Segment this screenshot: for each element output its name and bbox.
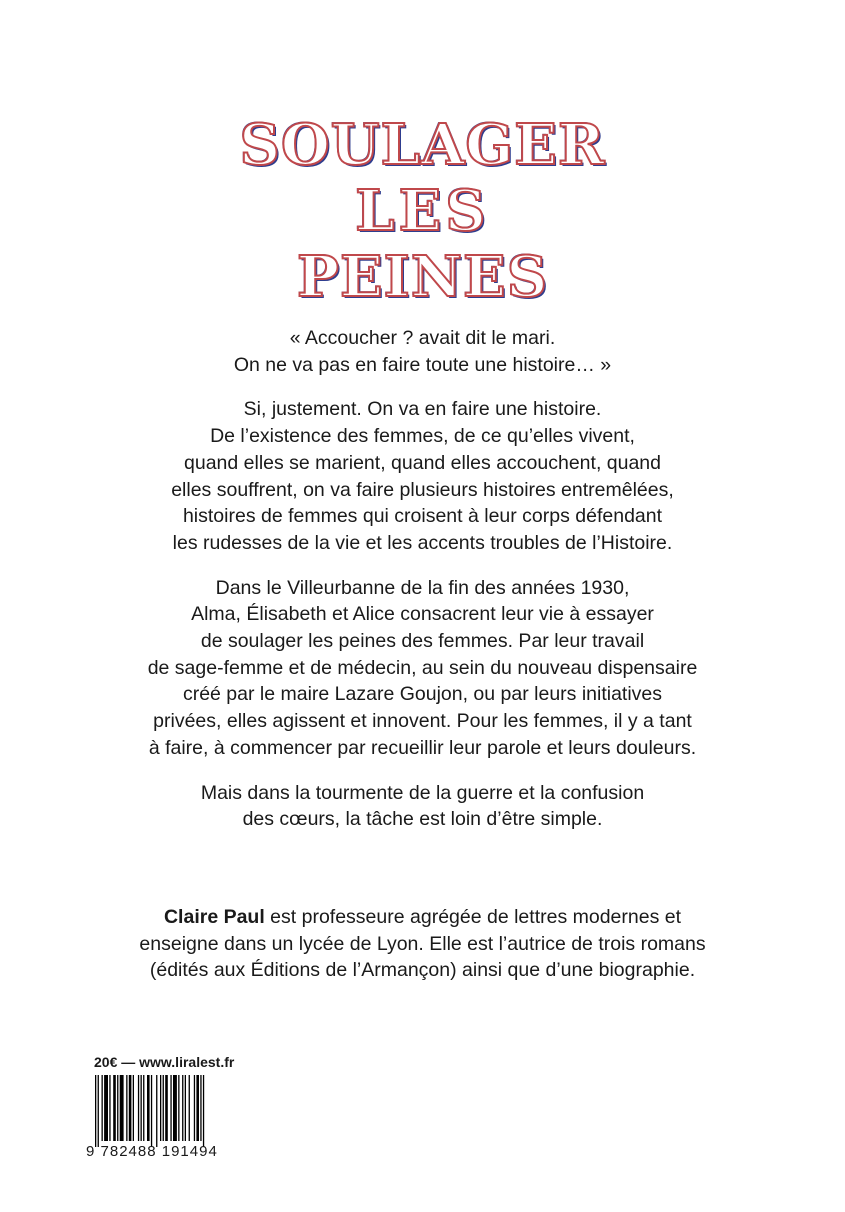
barcode-bar (133, 1075, 134, 1141)
barcode-bar (178, 1075, 179, 1141)
barcode-bar (113, 1075, 116, 1141)
text-line: Mais dans la tourmente de la guerre et la confusion (200, 781, 645, 804)
barcode-bar (182, 1075, 183, 1141)
text-line: « Accoucher ? avait dit le mari. (289, 327, 556, 349)
barcode-bar (117, 1075, 118, 1141)
barcode-bar (160, 1075, 161, 1141)
barcode-bar (173, 1075, 177, 1141)
author-bio-text: est professeure agrégée de lettres modernes et (264, 906, 682, 928)
barcode-bar (203, 1075, 204, 1147)
barcode-bar (104, 1075, 108, 1141)
barcode-bar (98, 1075, 99, 1147)
text-line: les rudesses de la vie et les accents troubles de l’Histoire. (172, 531, 673, 554)
text-line: de sage-femme et de médecin, au sein du nouveau dispensaire (147, 656, 698, 679)
barcode-bar (126, 1075, 127, 1141)
text-line: créé par le maire Lazare Goujon, ou par leurs initiatives (182, 683, 663, 706)
blurb-paragraph-1 (60, 396, 785, 556)
barcode-bar (170, 1075, 171, 1141)
text-line: On ne va pas en faire toute une histoire… » (233, 353, 612, 376)
barcode-bar (102, 1075, 103, 1141)
back-cover-blurb (60, 325, 785, 851)
barcode-bar (196, 1075, 199, 1141)
price-and-website: 20€ — www.liralest.fr (94, 1054, 235, 1070)
blurb-paragraph-2 (60, 575, 785, 762)
text-line: histoires de femmes qui croisent à leur corps défendant (182, 505, 663, 528)
text-line: quand elles se marient, quand elles accouchent, quand (184, 451, 661, 474)
barcode-bar (95, 1075, 96, 1147)
text-line: des cœurs, la tâche est loin d’être simple. (242, 808, 603, 831)
text-line: De l’existence des femmes, de ce qu’elles vivent, (210, 425, 635, 448)
barcode-bar (189, 1075, 190, 1141)
barcode-bar (109, 1075, 110, 1141)
barcode-bar (138, 1075, 139, 1141)
blurb-paragraph-3 (60, 780, 785, 833)
quote-paragraph (60, 325, 785, 378)
barcode-bar (143, 1075, 144, 1141)
author-name: Claire Paul (163, 906, 265, 928)
barcode-bar (163, 1075, 164, 1141)
barcode-bar (129, 1075, 132, 1141)
barcode-bar (200, 1075, 201, 1141)
author-bio-line-2: enseigne dans un lycée de Lyon. Elle est l’autrice de trois romans (139, 932, 706, 955)
text-line: Si, justement. On va en faire une histoire. (243, 398, 602, 421)
book-title (0, 112, 845, 310)
text-line: à faire, à commencer par recueillir leur parole et leurs douleurs. (148, 736, 697, 759)
title-line-2: LES (355, 178, 490, 244)
barcode-bar (120, 1075, 124, 1141)
isbn-barcode (94, 1075, 254, 1147)
title-line-3: PEINES (296, 244, 549, 310)
text-line: elles souffrent, on va faire plusieurs histoires entremêlées, (171, 478, 674, 501)
barcode-bar (165, 1075, 168, 1141)
text-line: Alma, Élisabeth et Alice consacrent leur vie à essayer (191, 603, 654, 626)
author-bio (60, 904, 785, 984)
author-bio-line-1 (60, 904, 785, 931)
author-bio-line-3: (édités aux Éditions de l’Armançon) ainsi que d’une biographie. (149, 959, 696, 982)
title-line-1: SOULAGER (239, 112, 606, 178)
text-line: de soulager les peines des femmes. Par leur travail (200, 630, 645, 653)
barcode-bar (194, 1075, 195, 1141)
text-line: Dans le Villeurbanne de la fin des années 1930, (215, 576, 630, 599)
isbn-number: 9 782488 191494 (86, 1143, 218, 1160)
barcode-bar (141, 1075, 142, 1141)
barcode-bar (147, 1075, 150, 1141)
barcode-bar (151, 1075, 152, 1147)
barcode-bar (185, 1075, 186, 1141)
text-line: privées, elles agissent et innovent. Pour les femmes, il y a tant (153, 710, 692, 733)
barcode-bar (156, 1075, 157, 1147)
